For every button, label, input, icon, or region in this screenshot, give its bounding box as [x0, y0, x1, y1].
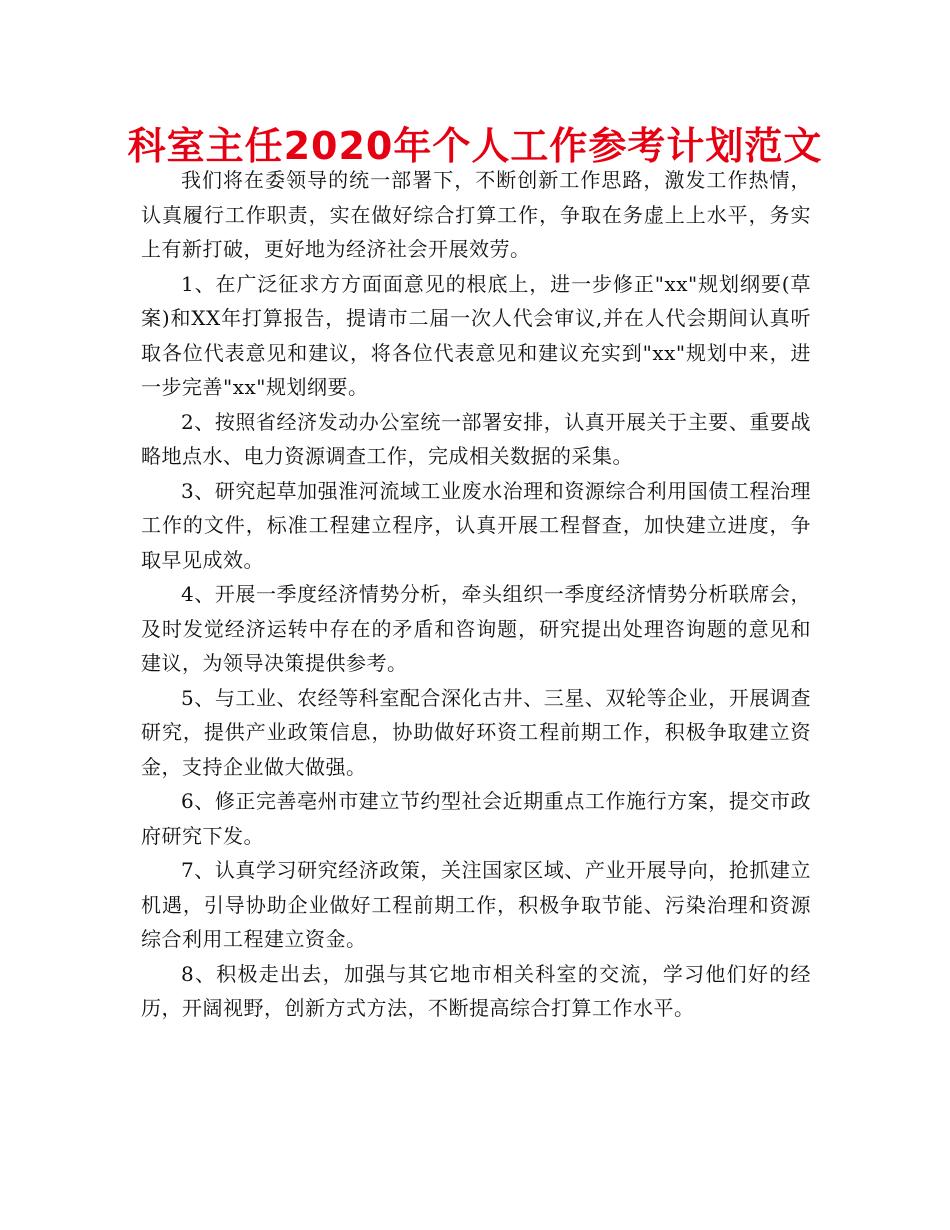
- item-paragraph-4: 4、开展一季度经济情势分析，牵头组织一季度经济情势分析联席会，及时发觉经济运转中存在的矛盾和咨询题，研究提出处理咨询题的意见和建议，为领导决策提供参考。: [141, 582, 811, 675]
- intro-paragraph: 我们将在委领导的统一部署下，不断创新工作思路，激发工作热情，认真履行工作职责，实在做好综合打算工作，争取在务虚上上水平，务实上有新打破，更好地为经济社会开展效劳。: [141, 168, 811, 261]
- item-paragraph-3: 3、研究起草加强淮河流域工业废水治理和资源综合利用国债工程治理工作的文件，标准工程建立程序，认真开展工程督查，加快建立进度，争取早见成效。: [141, 478, 811, 572]
- document-body: [141, 163, 811, 1026]
- document-title: 科室主任2020年个人工作参考计划范文: [127, 124, 823, 168]
- item-paragraph-8: 8、积极走出去，加强与其它地市相关科室的交流，学习他们好的经历，开阔视野，创新方式方法，不断提高综合打算工作水平。: [141, 961, 811, 1020]
- item-paragraph-2: 2、按照省经济发动办公室统一部署安排，认真开展关于主要、重要战略地点水、电力资源调查工作，完成相关数据的采集。: [141, 409, 811, 468]
- item-paragraph-6: 6、修正完善亳州市建立节约型社会近期重点工作施行方案，提交市政府研究下发。: [141, 789, 811, 848]
- item-paragraph-1: 1、在广泛征求方方面面意见的根底上，进一步修正"xx"规划纲要(草案)和XX年打算报告，提请市二届一次人代会审议,并在人代会期间认真听取各位代表意见和建议，将各位代表意见和建议充实到"xx"规划中来，进一步完善"xx"规划纲要。: [141, 271, 811, 399]
- item-paragraph-5: 5、与工业、农经等科室配合深化古井、三星、双轮等企业，开展调查研究，提供产业政策信息，协助做好环资工程前期工作，积极争取建立资金，支持企业做大做强。: [141, 685, 811, 779]
- item-paragraph-7: 7、认真学习研究经济政策，关注国家区域、产业开展导向，抢抓建立机遇，引导协助企业做好工程前期工作，积极争取节能、污染治理和资源综合利用工程建立资金。: [141, 858, 811, 951]
